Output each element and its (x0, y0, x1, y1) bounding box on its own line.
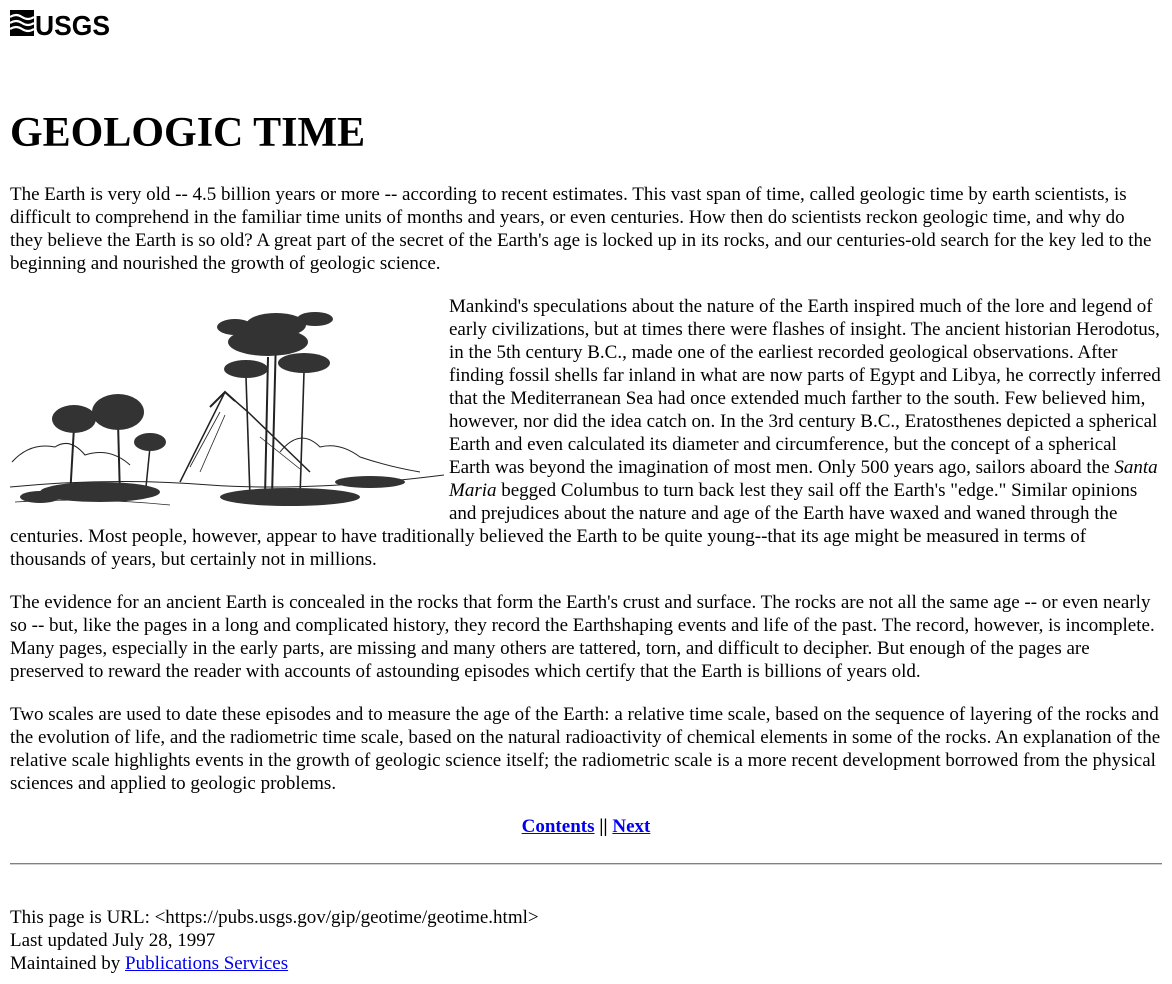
usgs-logo[interactable] (10, 8, 110, 38)
contents-link[interactable]: Contents (521, 816, 595, 837)
time-scales-paragraph: Two scales are used to date these episodes and to measure the age of the Earth: a relative time scale, based on the sequence of layering of the rocks and the evolution of life, and the radiometric time scale, based on the natural radioactivity of chemical elements in some of the rocks. An explanation of the relative scale highlights events in the growth of geologic science itself; the radiometric scale is a more recent development borrowed from the physical sciences and applied to geologic problems. (10, 704, 1161, 794)
history-section (10, 295, 1162, 571)
ship-name: Santa Maria (449, 457, 1158, 501)
prehistoric-landscape-illustration (10, 297, 444, 519)
next-link[interactable]: Next (612, 816, 651, 837)
usgs-wave-mark (10, 10, 34, 36)
intro-paragraph: The Earth is very old -- 4.5 billion years or more -- according to recent estimates. This vast span of time, called geologic time by earth scientists, is difficult to comprehend in the familiar time units of months and years, or even centuries. How then do scientists reckon geologic time, and why do they believe the Earth is so old? A great part of the secret of the Earth's age is locked up in its rocks, and our centuries-old search for the key led to the beginning and nourished the growth of geologic science. (10, 184, 1152, 274)
divider (10, 863, 1162, 865)
maintained-prefix: Maintained by (10, 953, 121, 974)
publications-services-link[interactable]: Publications Services (125, 953, 289, 974)
history-text-2: begged Columbus to turn back lest they sail off the Earth's "edge." Similar opinions and prejudices about the nature and age of the Earth have waxed and waned through the centuries. Most people, however, appear to have traditionally believed the Earth to be quite young--that its age might be measured in terms of thousands of years, but certainly not in millions. (10, 480, 1138, 570)
page-title: GEOLOGIC TIME (10, 110, 366, 156)
page-url: This page is URL: <https://pubs.usgs.gov/gip/geotime/geotime.html> (10, 907, 539, 928)
nav-separator: || (599, 816, 608, 837)
history-text-1: Mankind's speculations about the nature of the Earth inspired much of the lore and legend of early civilizations, but at times there were flashes of insight. The ancient historian Herodotus, in the 5th century B.C., made one of the earliest recorded geological observations. After finding fossil shells far inland in what are now parts of Egypt and Libya, he correctly inferred that the Mediterranean Sea had once extended much farther to the south. Few believed him, however, nor did the idea catch on. In the 3rd century B.C., Eratosthenes depicted a spherical Earth and even calculated its diameter and circumference, but the concept of a spherical Earth was beyond the imagination of most men. Only 500 years ago, sailors aboard the (449, 296, 1161, 478)
usgs-logo-text: USGS (35, 10, 110, 38)
evidence-paragraph: The evidence for an ancient Earth is concealed in the rocks that form the Earth's crust and surface. The rocks are not all the same age -- or even nearly so -- but, like the pages in a long and complicated history, they record the Earthshaping events and life of the past. The record, however, is incomplete. Many pages, especially in the early parts, are missing and many others are tattered, torn, and difficult to decipher. But enough of the pages are preserved to reward the reader with accounts of astounding episodes which certify that the Earth is billions of years old. (10, 592, 1155, 682)
page-navigation (10, 815, 1162, 838)
footer (10, 906, 1162, 975)
maintained-by (10, 952, 1162, 975)
last-updated: Last updated July 28, 1997 (10, 930, 216, 951)
